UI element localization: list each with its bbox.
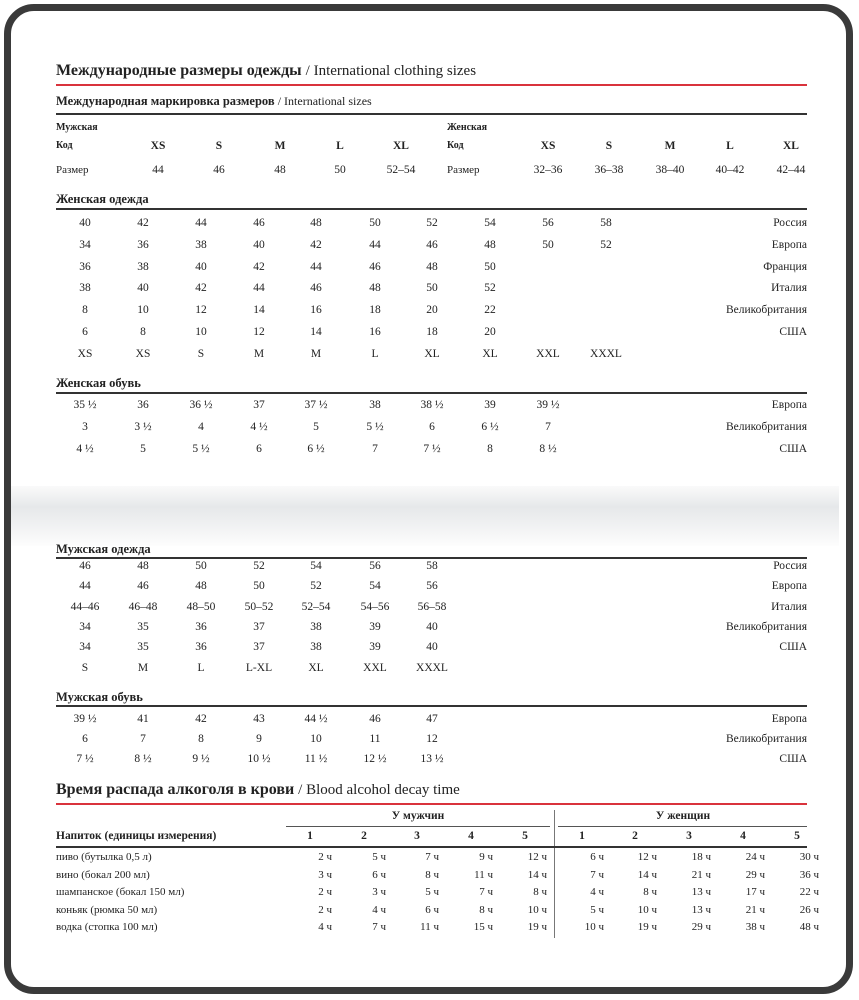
alcohol-women-cell: 4 ч [590, 886, 604, 898]
alcohol-men-cell: 2 ч [318, 886, 332, 898]
alcohol-men-cell: 2 ч [318, 903, 332, 916]
alcohol-men-cell: 2 ч [318, 851, 332, 863]
women-shoes-cell: 8 ½ [539, 443, 557, 455]
men-shoes-cell: 6 [82, 732, 88, 745]
men-shoes-cell: 42 [195, 713, 207, 725]
men-shoes-cell: 7 [140, 732, 146, 745]
alcohol-men-cell: 19 ч [527, 921, 547, 933]
alcohol-men-header-rule [286, 826, 550, 827]
alcohol-women-cell: 29 ч [745, 868, 765, 881]
women-size-cell: 40–42 [715, 164, 745, 176]
women-clothing-cell: 50 [426, 282, 438, 295]
alcohol-women-unit-header: 1 [579, 830, 585, 842]
women-clothing-cell: 44 [369, 238, 381, 251]
men-clothing-cell: 37 [253, 641, 265, 654]
men-shoes-cell: 9 ½ [192, 752, 210, 765]
women-shoes-cell: 5 ½ [366, 421, 384, 433]
women-shoes-cell: 7 ½ [423, 443, 441, 455]
women-clothing-cell: XXL [536, 347, 560, 360]
women-shoes-cell: 37 [253, 399, 265, 411]
men-clothing-cell: 54–56 [360, 600, 390, 613]
women-shoes-cell: 6 [256, 443, 262, 455]
women-clothing-title: Женская одежда [56, 192, 149, 206]
alcohol-women-cell: 12 ч [637, 851, 657, 863]
men-shoes-cell: 11 [369, 732, 381, 745]
men-shoes-cell: 12 [426, 732, 438, 745]
alcohol-men-cell: 11 ч [474, 868, 493, 881]
women-shoes-cell: 5 [313, 421, 319, 433]
women-clothing-cell: 18 [369, 304, 381, 317]
women-clothing-cell: 44 [310, 260, 322, 273]
alcohol-women-cell: 29 ч [691, 921, 711, 933]
women-code-cell: S [605, 140, 613, 152]
alcohol-women-unit-header: 2 [632, 830, 638, 842]
intl-sizes-title-main: Международная маркировка размеров [56, 94, 275, 108]
women-clothing-cell: 14 [310, 326, 322, 338]
women-shoes-rule [56, 392, 807, 394]
men-clothing-cell: 48 [195, 580, 207, 593]
men-size-cell: 50 [334, 164, 346, 176]
women-clothing-cell: 52 [426, 217, 438, 229]
alcohol-men-cell: 4 ч [318, 921, 332, 933]
men-clothing-cell: 40 [426, 641, 438, 654]
men-shoes-cell: 7 ½ [76, 752, 94, 765]
men-clothing-cell: XL [308, 661, 324, 674]
men-clothing-cell: 44 [79, 580, 91, 593]
alcohol-drink-header: Напиток (единицы измерения) [56, 830, 217, 842]
women-clothing-cell: 46 [253, 217, 265, 229]
women-clothing-cell: 10 [137, 304, 149, 317]
men-clothing-cell: M [137, 661, 149, 674]
alcohol-men-cell: 7 ч [479, 886, 493, 898]
men-clothing-cell: XXL [363, 661, 387, 674]
women-shoes-row-label: США [779, 443, 807, 455]
women-clothing-cell: 54 [484, 217, 496, 229]
men-shoes-cell: 10 ½ [247, 752, 271, 765]
women-clothing-cell: S [197, 347, 205, 360]
alcohol-women-cell: 13 ч [691, 903, 711, 916]
women-size-label: Размер [447, 164, 480, 176]
men-size-cell: 52–54 [386, 164, 416, 176]
women-clothing-cell: 12 [195, 304, 207, 317]
women-code-cell: M [664, 140, 676, 152]
men-shoes-cell: 47 [426, 713, 438, 725]
men-shoes-cell: 13 ½ [420, 752, 444, 765]
women-clothing-row-label: Россия [773, 217, 807, 229]
women-clothing-cell: 48 [426, 260, 438, 273]
women-clothing-cell: 46 [369, 260, 381, 273]
women-shoes-cell: 38 ½ [420, 399, 444, 411]
women-clothing-cell: 18 [426, 326, 438, 338]
men-shoes-cell: 12 ½ [363, 752, 387, 765]
alcohol-title-sub: / Blood alcohol decay time [298, 782, 460, 798]
alcohol-header-rule [56, 846, 807, 848]
alcohol-title-main: Время распада алкоголя в крови [56, 781, 295, 798]
alcohol-men-header: У мужчин [391, 810, 445, 822]
women-shoes-cell: 37 ½ [304, 399, 328, 411]
men-clothing-cell: 46 [79, 560, 91, 572]
men-code-cell: XL [393, 140, 409, 152]
men-clothing-cell: 36 [195, 641, 207, 654]
alcohol-women-cell: 21 ч [691, 868, 711, 881]
intl-sizes-title-sub: / International sizes [277, 94, 372, 108]
women-shoes-cell: 5 [140, 443, 146, 455]
men-clothing-row-label: Россия [773, 560, 807, 572]
women-clothing-cell: 22 [484, 304, 496, 317]
women-clothing-cell: 52 [600, 238, 612, 251]
men-code-cell: S [215, 140, 223, 152]
women-clothing-cell: 6 [82, 326, 88, 338]
men-shoes-cell: 8 ½ [134, 752, 152, 765]
men-code-cell: M [274, 140, 286, 152]
women-size-cell: 36–38 [594, 164, 624, 176]
men-clothing-title: Мужская одежда [56, 542, 151, 556]
alcohol-men-cell: 6 ч [425, 903, 439, 916]
men-clothing-cell: 39 [369, 620, 381, 633]
women-shoes-cell: 7 [372, 443, 378, 455]
alcohol-men-unit-header: 2 [361, 830, 367, 842]
alcohol-women-cell: 10 ч [637, 903, 657, 916]
intl-sizes-rule [56, 113, 807, 115]
women-clothing-cell: 46 [426, 238, 438, 251]
men-clothing-cell: 36 [195, 620, 207, 633]
women-clothing-cell: 48 [484, 238, 496, 251]
women-clothing-cell: XL [482, 347, 498, 360]
women-shoes-cell: 3 [82, 421, 88, 433]
women-clothing-row-label: США [779, 326, 807, 338]
women-clothing-row-label: Италия [771, 282, 807, 295]
alcohol-men-unit-header: 5 [522, 830, 528, 842]
women-clothing-cell: 50 [369, 217, 381, 229]
women-clothing-row-label: Великобритания [725, 304, 807, 317]
title-underline [56, 84, 807, 86]
men-clothing-cell: 54 [369, 580, 381, 593]
alcohol-drink-label: пиво (бутылка 0,5 л) [56, 851, 152, 863]
women-clothing-cell: 48 [369, 282, 381, 295]
men-size-cell: 44 [152, 164, 164, 176]
women-shoes-cell: 36 [137, 399, 149, 411]
men-clothing-cell: 44–46 [70, 600, 100, 613]
women-clothing-cell: 38 [195, 238, 207, 251]
alcohol-women-cell: 22 ч [799, 886, 819, 898]
alcohol-men-cell: 6 ч [372, 868, 386, 881]
women-clothing-cell: 46 [310, 282, 322, 295]
men-clothing-cell: 35 [137, 641, 149, 654]
men-shoes-row-label: Европа [771, 713, 807, 725]
women-shoes-cell: 39 ½ [536, 399, 560, 411]
men-shoes-cell: 43 [253, 713, 265, 725]
alcohol-women-cell: 38 ч [745, 921, 765, 933]
men-clothing-cell: 40 [426, 620, 438, 633]
men-clothing-cell: 34 [79, 641, 91, 654]
men-clothing-cell: S [81, 661, 89, 674]
women-shoes-cell: 6 ½ [307, 443, 325, 455]
men-clothing-cell: 48–50 [186, 600, 216, 613]
women-clothing-cell: 36 [79, 260, 91, 273]
alcohol-women-cell: 13 ч [691, 886, 711, 898]
women-clothing-cell: 48 [310, 217, 322, 229]
alcohol-women-cell: 19 ч [637, 921, 657, 933]
men-clothing-cell: 38 [310, 620, 322, 633]
men-clothing-cell: 46–48 [128, 600, 158, 613]
women-size-cell: 42–44 [776, 164, 806, 176]
alcohol-women-cell: 17 ч [745, 886, 765, 898]
men-clothing-cell: 38 [310, 641, 322, 654]
men-clothing-row-label: США [779, 641, 807, 654]
women-clothing-cell: L [371, 347, 379, 360]
women-shoes-cell: 7 [545, 421, 551, 433]
alcohol-women-header-rule [558, 826, 807, 827]
alcohol-women-cell: 26 ч [799, 903, 819, 916]
alcohol-men-unit-header: 3 [414, 830, 420, 842]
page-title-sub: / International clothing sizes [305, 63, 477, 79]
alcohol-men-cell: 10 ч [527, 903, 547, 916]
alcohol-drink-label: водка (стопка 100 мл) [56, 921, 158, 933]
women-shoes-row-label: Великобритания [725, 421, 807, 433]
alcohol-men-cell: 5 ч [425, 886, 439, 898]
women-clothing-cell: 40 [195, 260, 207, 273]
women-shoes-cell: 4 ½ [250, 421, 268, 433]
women-code-cell: XL [783, 140, 799, 152]
men-clothing-cell: 50–52 [244, 600, 274, 613]
women-clothing-cell: 50 [484, 260, 496, 273]
men-clothing-row-label: Великобритания [725, 620, 807, 633]
alcohol-men-cell: 12 ч [527, 851, 547, 863]
alcohol-women-unit-header: 4 [740, 830, 746, 842]
men-clothing-cell: 52 [310, 580, 322, 593]
women-shoes-cell: 36 ½ [189, 399, 213, 411]
alcohol-women-cell: 18 ч [691, 851, 711, 863]
women-clothing-cell: 40 [79, 217, 91, 229]
alcohol-men-cell: 5 ч [372, 851, 386, 863]
women-shoes-cell: 3 ½ [134, 421, 152, 433]
women-clothing-cell: 56 [542, 217, 554, 229]
alcohol-men-cell: 8 ч [479, 903, 493, 916]
women-clothing-rule [56, 208, 807, 210]
women-clothing-cell: 42 [253, 260, 265, 273]
alcohol-men-cell: 4 ч [372, 903, 386, 916]
men-size-cell: 48 [274, 164, 286, 176]
men-shoes-cell: 10 [310, 732, 322, 745]
alcohol-title [56, 781, 460, 799]
alcohol-men-cell: 3 ч [372, 886, 386, 898]
women-clothing-cell: 40 [253, 238, 265, 251]
men-shoes-cell: 8 [198, 732, 204, 745]
women-clothing-cell: 44 [253, 282, 265, 295]
women-clothing-cell: 8 [140, 326, 146, 338]
men-clothing-cell: 35 [137, 620, 149, 633]
women-shoes-title: Женская обувь [56, 376, 141, 390]
women-clothing-row-label: Европа [771, 238, 807, 251]
women-clothing-cell: 50 [542, 238, 554, 251]
men-shoes-rule [56, 705, 807, 707]
women-shoes-cell: 5 ½ [192, 443, 210, 455]
women-clothing-cell: 34 [79, 238, 91, 251]
men-shoes-cell: 9 [256, 732, 262, 745]
women-size-cell: 32–36 [533, 164, 563, 176]
alcohol-women-cell: 7 ч [590, 868, 604, 881]
alcohol-men-cell: 14 ч [527, 868, 547, 881]
men-shoes-cell: 41 [137, 713, 149, 725]
women-clothing-cell: M [253, 347, 265, 360]
men-clothing-row-label: Европа [771, 580, 807, 593]
men-clothing-cell: 56 [369, 560, 381, 572]
women-clothing-cell: 38 [79, 282, 91, 295]
men-shoes-row-label: США [779, 752, 807, 765]
men-code-cell: XS [150, 140, 166, 152]
women-shoes-cell: 4 ½ [76, 443, 94, 455]
alcohol-women-header: У женщин [655, 810, 711, 822]
alcohol-women-unit-header: 5 [794, 830, 800, 842]
women-shoes-cell: 8 [487, 443, 493, 455]
women-clothing-cell: 20 [426, 304, 438, 317]
alcohol-men-unit-header: 4 [468, 830, 474, 842]
women-clothing-cell: 58 [600, 217, 612, 229]
men-clothing-cell: 52 [253, 560, 265, 572]
men-clothing-cell: XXXL [416, 661, 448, 674]
alcohol-drink-label: вино (бокал 200 мл) [56, 868, 150, 881]
intl-sizes-title [56, 94, 372, 109]
women-clothing-cell: 16 [369, 326, 381, 338]
men-clothing-cell: 50 [253, 580, 265, 593]
women-clothing-cell: 36 [137, 238, 149, 251]
alcohol-men-cell: 7 ч [372, 921, 386, 933]
women-clothing-row-label: Франция [763, 260, 807, 273]
women-clothing-cell: 42 [310, 238, 322, 251]
men-code-label: Код [56, 140, 73, 151]
alcohol-women-cell: 8 ч [643, 886, 657, 898]
men-code-cell: L [336, 140, 344, 152]
women-clothing-cell: 20 [484, 326, 496, 338]
men-shoes-title: Мужская обувь [56, 690, 143, 704]
alcohol-title-underline [56, 803, 807, 805]
women-shoes-cell: 39 [484, 399, 496, 411]
alcohol-men-cell: 7 ч [425, 851, 439, 863]
women-shoes-cell: 4 [198, 421, 204, 433]
alcohol-women-cell: 48 ч [799, 921, 819, 933]
alcohol-men-cell: 8 ч [425, 868, 439, 881]
women-clothing-cell: 40 [137, 282, 149, 295]
men-clothing-cell: 46 [137, 580, 149, 593]
alcohol-women-unit-header: 3 [686, 830, 692, 842]
men-shoes-cell: 39 ½ [73, 713, 97, 725]
page-title-main: Международные размеры одежды [56, 62, 302, 79]
women-clothing-cell: 42 [195, 282, 207, 295]
men-shoes-cell: 11 ½ [304, 752, 328, 765]
women-clothing-cell: 8 [82, 304, 88, 317]
men-shoes-row-label: Великобритания [725, 732, 807, 745]
alcohol-women-cell: 21 ч [745, 903, 765, 916]
alcohol-women-cell: 14 ч [637, 868, 657, 881]
women-shoes-cell: 38 [369, 399, 381, 411]
women-clothing-cell: XS [135, 347, 151, 360]
women-shoes-cell: 35 ½ [73, 399, 97, 411]
alcohol-women-cell: 24 ч [745, 851, 765, 863]
women-code-label: Код [447, 140, 464, 151]
alcohol-drink-label: шампанское (бокал 150 мл) [56, 886, 185, 898]
men-clothing-cell: 52–54 [301, 600, 331, 613]
women-clothing-cell: 16 [310, 304, 322, 317]
women-shoes-cell: 6 ½ [481, 421, 499, 433]
men-clothing-cell: 58 [426, 560, 438, 572]
women-code-cell: XS [540, 140, 556, 152]
men-shoes-cell: 44 ½ [304, 713, 328, 725]
women-size-cell: 38–40 [655, 164, 685, 176]
women-clothing-cell: 52 [484, 282, 496, 295]
alcohol-women-cell: 10 ч [584, 921, 604, 933]
women-clothing-cell: 12 [253, 326, 265, 338]
women-shoes-cell: 6 [429, 421, 435, 433]
alcohol-divider [554, 810, 555, 938]
men-clothing-cell: 50 [195, 560, 207, 572]
women-clothing-cell: 14 [253, 304, 265, 317]
alcohol-men-cell: 15 ч [473, 921, 493, 933]
alcohol-men-cell: 11 ч [420, 921, 439, 933]
women-clothing-cell: 42 [137, 217, 149, 229]
men-clothing-cell: L [197, 661, 205, 674]
page-title [56, 62, 476, 80]
alcohol-men-unit-header: 1 [307, 830, 313, 842]
women-code-cell: L [726, 140, 734, 152]
men-clothing-cell: 48 [137, 560, 149, 572]
women-shoes-row-label: Европа [771, 399, 807, 411]
women-clothing-cell: XL [424, 347, 440, 360]
women-clothing-cell: XS [77, 347, 93, 360]
men-size-cell: 46 [213, 164, 225, 176]
women-label: Женская [447, 122, 488, 133]
women-clothing-cell: 44 [195, 217, 207, 229]
men-size-label: Размер [56, 164, 89, 176]
alcohol-men-cell: 9 ч [479, 851, 493, 863]
alcohol-women-cell: 30 ч [799, 851, 819, 863]
men-clothing-cell: 37 [253, 620, 265, 633]
alcohol-women-cell: 6 ч [590, 851, 604, 863]
men-label: Мужская [56, 122, 98, 133]
alcohol-drink-label: коньяк (рюмка 50 мл) [56, 903, 158, 916]
men-shoes-cell: 46 [369, 713, 381, 725]
men-clothing-cell: 54 [310, 560, 322, 572]
men-clothing-cell: 56–58 [417, 600, 447, 613]
men-clothing-cell: 34 [79, 620, 91, 633]
alcohol-women-cell: 5 ч [590, 903, 604, 916]
men-clothing-rule [56, 557, 807, 559]
women-clothing-cell: XXXL [590, 347, 622, 360]
women-clothing-cell: M [310, 347, 322, 360]
men-clothing-row-label: Италия [771, 600, 807, 613]
men-clothing-cell: 56 [426, 580, 438, 593]
alcohol-men-cell: 8 ч [533, 886, 547, 898]
men-clothing-cell: 39 [369, 641, 381, 654]
women-clothing-cell: 10 [195, 326, 207, 338]
men-clothing-cell: L-XL [245, 661, 273, 674]
women-clothing-cell: 38 [137, 260, 149, 273]
alcohol-men-cell: 3 ч [318, 868, 332, 881]
alcohol-women-cell: 36 ч [799, 868, 819, 881]
